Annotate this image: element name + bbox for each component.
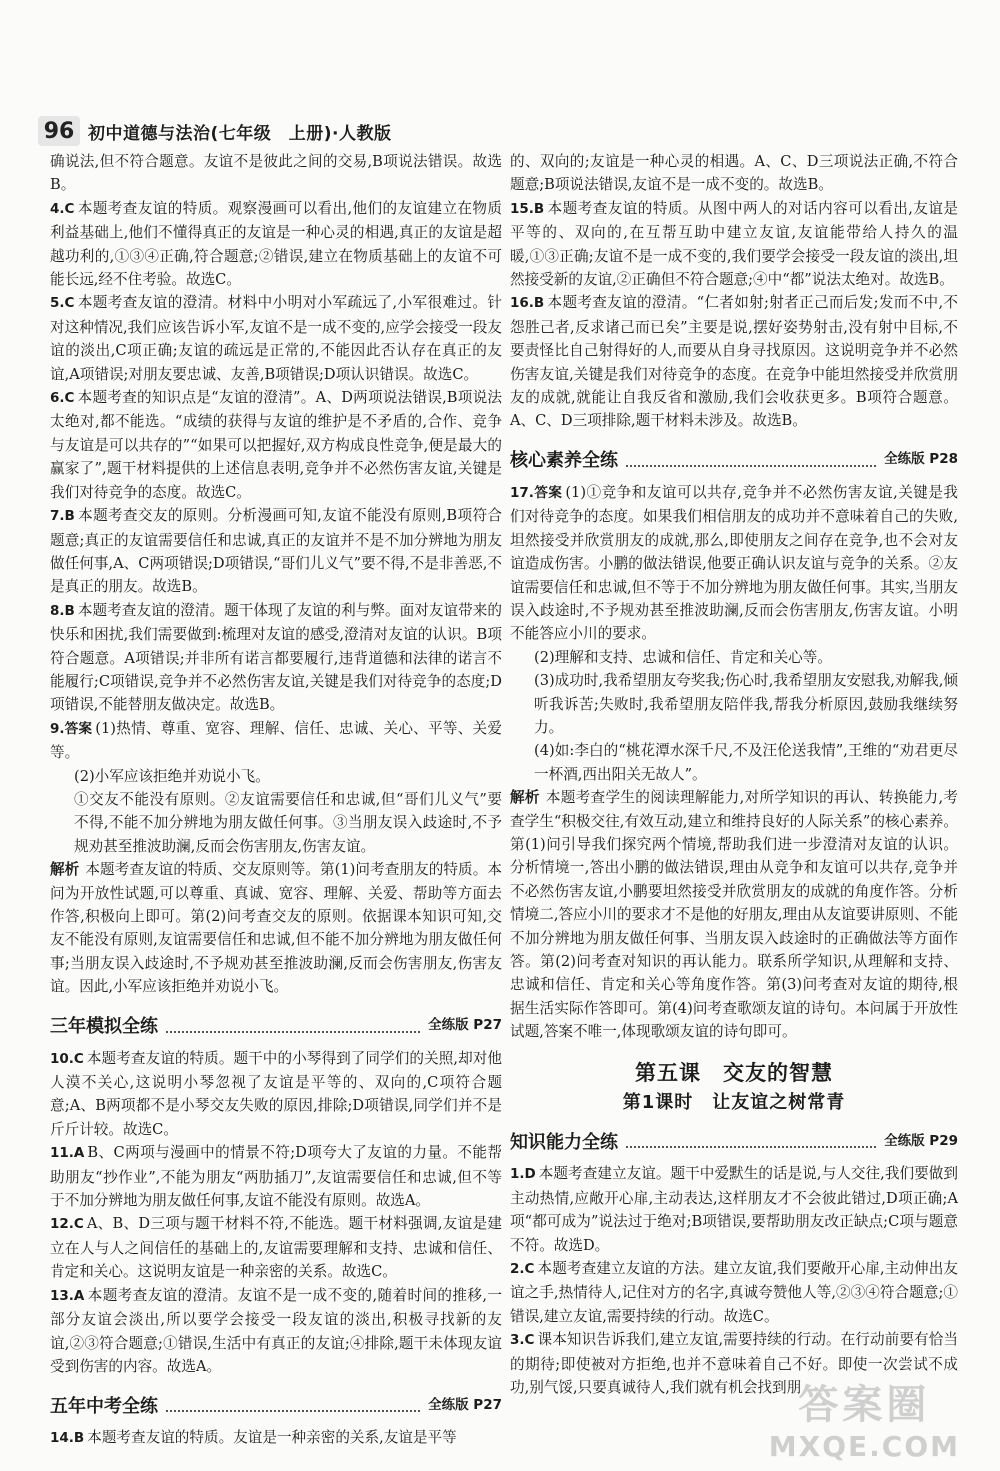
- book-title: 初中道德与法治(七年级 上册)·人教版: [88, 123, 392, 144]
- answer-continuation: 的、双向的;友谊是一种心灵的相遇。A、C、D三项说法正确,不符合题意;B项说法错误,友谊不是一成不变的。故选B。: [510, 153, 958, 194]
- answer-item: 3.C 课本知识告诉我们,建立友谊,需要持续的行动。在行动前要有恰当的期待;即使被对方拒绝,也并不意味着自己不好。即使一次尝试不成功,别气馁,只要真诚待人,我们就有机会找到朋: [510, 1331, 958, 1397]
- section-divider: [166, 1410, 420, 1412]
- answer-item: 14.B 本题考查友谊的特质。友谊是一种亲密的关系,友谊是平等: [50, 1429, 457, 1447]
- watermark-text: 答案圈: [798, 1382, 931, 1428]
- answer-part: (4)如:李白的“桃花潭水深千尺,不及汪伦送我情”,王维的“劝君更尽一杯酒,西出阳关无故人”。: [534, 742, 958, 783]
- answer-item: 8.B 本题考查友谊的澄清。题干体现了友谊的利与弊。面对友谊带来的快乐和困扰,我们需要做到:梳理对友谊的感受,澄清对友谊的认识。B项符合题意。A项错误;并非所有诺言都要履行,违背道德和法律的诺言不能履行;C项错误,竞争并不必然伤害友谊,关键是我们对待竞争的态度;D项错误,不能替朋友做决定。故选B。: [50, 601, 502, 714]
- answer-item: 5.C 本题考查友谊的澄清。材料中小明对小军疏远了,小军很难过。针对这种情况,我们应该告诉小军,友谊不是一成不变的,应学会接受一段友谊的淡出,C项正确;友谊的疏远是正常的,不能因此否认存在真正的友谊,A项错误;对朋友要忠诚、友善,B项错误;D项认识错误。故选C。: [50, 294, 502, 383]
- answer-continuation: 确说法,但不符合题意。友谊不是彼此之间的交易,B项说法错误。故选B。: [50, 153, 502, 194]
- lesson-subtitle: 第1课时 让友谊之树常青: [622, 1092, 846, 1114]
- analysis: 解析 本题考查学生的阅读理解能力,对所学知识的再认、转换能力,考查学生“积极交往,有效互动,建立和维持良好的人际关系”的核心素养。第(1)问引导我们探究两个情境,帮助我们进一步澄清对友谊的认识。分析情境一,答出小鹏的做法错误,理由从竞争和友谊可以共存,竞争并不必然伤害友谊,小鹏要坦然接受并欣赏朋友的成就的角度作答。分析情境二,答应小川的要求才不是他的好朋友,理由从友谊要讲原则、不能不加分辨地为朋友做任何事、当朋友误入歧途时的正确做法等方面作答。第(2)问考查对知识的再认能力。联系所学知识,从理解和支持、忠诚和信任、肯定和关心等角度作答。第(3)问考查对友谊的期待,根据生活实际作答即可。第(4)问考查歌颂友谊的诗句。本问属于开放性试题,答案不唯一,体现歌颂友谊的诗句即可。: [510, 789, 958, 1041]
- answer-item: 13.A 本题考查友谊的澄清。友谊不是一成不变的,随着时间的推移,一部分友谊会淡出,所以要学会接受一段友谊的淡出,积极寻找新的友谊,②③符合题意;①错误,生活中有真正的友谊;④排除,题干未体现友谊受到伤害的内容。故选A。: [50, 1286, 502, 1375]
- answer-item: 10.C 本题考查友谊的特质。题干中的小琴得到了同学们的关照,却对他人漠不关心,这说明小琴忽视了友谊是平等的、双向的,C项符合题意;A、B两项都不是小琴交友失败的原因,排除;D项错误,同学们并不是斤斤计较。故选C。: [50, 1049, 502, 1138]
- section-divider: [626, 1146, 876, 1148]
- answer-item: 9.答案 (1)热情、尊重、宽容、理解、信任、忠诚、关心、平等、关爱等。: [50, 719, 502, 762]
- answer-part: (2)小军应该拒绝并劝说小飞。: [74, 767, 270, 785]
- lesson-title: 第五课 交友的智慧: [635, 1060, 833, 1085]
- section-divider: [626, 465, 876, 467]
- answer-item: 16.B 本题考查友谊的澄清。“仁者如射;射者正己而后发;发而不中,不怨胜己者,反求诸己而已矣”主要是说,摆好姿势射击,没有射中目标,不要责怪比自己射得好的人,而要从自身寻找原因。这说明竞争并不必然伤害友谊,关键是我们对待竞争的态度。在竞争中能坦然接受并欣赏朋友的成就,就能让自我反省和激励,我们会收获更多。B项符合题意。A、C、D三项排除,题干材料未涉及。故选B。: [510, 294, 958, 430]
- section-header: [510, 445, 958, 473]
- answer-item: 15.B 本题考查友谊的特质。从图中两人的对话内容可以看出,友谊是平等的、双向的,在互帮互助中建立友谊,友谊能带给人持久的温暖,①③正确;友谊不是一成不变的,我们要学会接受一段友谊的淡出,坦然接受新的友谊,②正确但不符合题意;④中“都”说法太绝对。故选B。: [510, 199, 958, 289]
- answer-item: 11.A B、C两项与漫画中的情景不符;D项夸大了友谊的力量。不能帮助朋友“抄作业”,不能为朋友“两肋插刀”,友谊需要信任和忠诚,但不等于不加分辨地为朋友做任何事,友谊不能没有原则。故选A。: [50, 1144, 502, 1210]
- answer-item: 6.C 本题考查的知识点是“友谊的澄清”。A、D两项说法错误,B项说法太绝对,都不能选。“成绩的获得与友谊的维护是不矛盾的,合作、竞争与友谊是可以共存的”“如果可以把握好,双方构成良性竞争,便是最大的赢家了”,题干材料提供的上述信息表明,竞争并不必然伤害友谊,关键是我们对待竞争的态度。故选C。: [50, 389, 502, 501]
- section-page-ref: 全练版 P27: [428, 1396, 502, 1413]
- section-page-ref: 全练版 P29: [884, 1133, 958, 1150]
- section-title: 核心素养全练: [510, 450, 618, 472]
- watermark-url: MXQE.COM: [768, 1430, 960, 1463]
- section-page-ref: 全练版 P27: [428, 1017, 502, 1034]
- page-number: 96: [38, 116, 80, 146]
- answer-item: 12.C A、B、D三项与题干材料不符,不能选。题干材料强调,友谊是建立在人与人之间信任的基础上的,友谊需要理解和支持、忠诚和信任、肯定和关心。这说明友谊是一种亲密的关系。故选C。: [50, 1215, 502, 1281]
- left-column: [50, 150, 502, 1451]
- section-divider: [166, 1031, 420, 1033]
- section-title: 五年中考全练: [50, 1395, 158, 1417]
- answer-item: 7.B 本题考查交友的原则。分析漫画可知,友谊不能没有原则,B项符合题意;真正的友谊需要信任和忠诚,真正的友谊并不是不加分辨地为朋友做任何事,A、C两项错误;D项错误,“哥们儿义气”要不得,不是非善恶,不是真正的朋友。故选B。: [50, 507, 502, 596]
- page-header: [38, 113, 968, 149]
- watermark-logo: [769, 1373, 960, 1463]
- section-page-ref: 全练版 P28: [884, 451, 958, 468]
- right-column: [510, 150, 958, 1400]
- answer-item: 2.C 本题考查建立友谊的方法。建立友谊,我们要敞开心扉,主动伸出友谊之手,热情待人,记住对方的名字,真诚夸赞他人等,②③④符合题意;①错误,建立友谊,需要持续的行动。故选C。: [510, 1260, 958, 1325]
- section-title: 三年模拟全练: [50, 1016, 158, 1038]
- answer-item: 1.D 本题考查建立友谊。题干中爱默生的话是说,与人交往,我们要做到主动热情,应敞开心扉,主动表达,这样朋友才不会彼此错过,D项正确;A项“都可成为”说法过于绝对;B项错误,要帮助朋友改正缺点;C项与题意不符。故选D。: [510, 1165, 958, 1254]
- answer-item: 4.C 本题考查友谊的特质。观察漫画可以看出,他们的友谊建立在物质利益基础上,他们不懂得真正的友谊是一种心灵的相遇,真正的友谊是超越功利的,①③④正确,符合题意;②错误,建立在物质基础上的友谊不可能长远,经不住考验。故选C。: [50, 199, 502, 289]
- section-title: 知识能力全练: [510, 1132, 618, 1154]
- answer-part: ①交友不能没有原则。②友谊需要信任和忠诚,但“哥们儿义气”要不得,不能不加分辨地为朋友做任何事。③当朋友误入歧途时,不予规劝甚至推波助澜,反而会伤害朋友,伤害友谊。: [74, 790, 502, 855]
- section-header: [50, 1390, 502, 1418]
- section-header: [50, 1011, 502, 1039]
- answer-item: 17.答案 (1)①竞争和友谊可以共存,竞争并不必然伤害友谊,关键是我们对待竞争的态度。如果我们相信朋友的成功并不意味着自己的失败,坦然接受并欣赏朋友的成就,那么,即使朋友之间存在竞争,也不会对友谊造成伤害。小鹏的做法错误,他要正确认识友谊与竞争的关系。②友谊需要信任和忠诚,但不等于不加分辨地为朋友做任何事。其实,当朋友误入歧途时,不予规劝甚至推波助澜,反而会伤害朋友,伤害友谊。小明不能答应小川的要求。: [510, 483, 959, 643]
- answer-part: (2)理解和支持、忠诚和信任、肯定和关心等。: [534, 648, 832, 666]
- section-header: [510, 1126, 958, 1154]
- answer-part: (3)成功时,我希望朋友夸奖我;伤心时,我希望朋友安慰我,劝解我,倾听我诉苦;失败时,我希望朋友陪伴我,帮我分析原因,鼓励我继续努力。: [534, 672, 958, 736]
- analysis: 解析 本题考查友谊的特质、交友原则等。第(1)问考查朋友的特质。本问为开放性试题,可以尊重、真诚、宽容、理解、关爱、帮助等方面去作答,积极向上即可。第(2)问考查交友的原则。依据课本知识可知,交友不能没有原则,友谊需要信任和忠诚,但不能不加分辨地为朋友做任何事;当朋友误入歧途时,不予规劝甚至推波助澜,反而会伤害朋友,伤害友谊。因此,小军应该拒绝并劝说小飞。: [50, 861, 502, 996]
